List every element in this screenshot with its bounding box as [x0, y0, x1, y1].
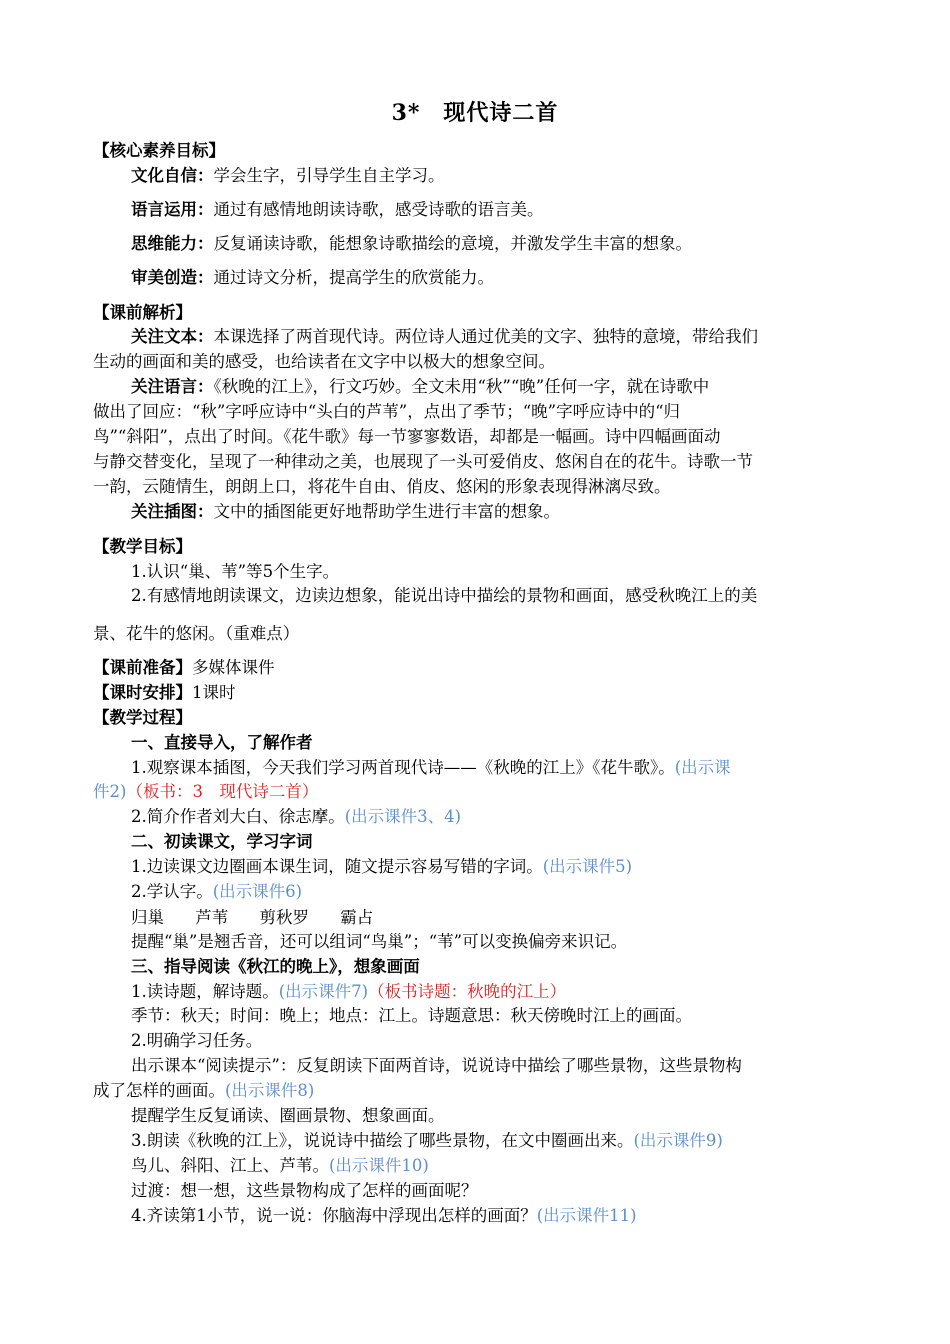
courseware-ref: (出示课件6) [212, 882, 303, 901]
paragraph-line [131, 1153, 429, 1178]
paragraph-line [131, 804, 461, 829]
schedule-text: 1课时 [192, 683, 236, 702]
prep-line [93, 655, 275, 680]
schedule-line [93, 680, 236, 705]
courseware-ref: 件2) [93, 782, 127, 801]
goal-text: 通过诗文分析，提高学生的欣赏能力。 [213, 268, 494, 287]
courseware-ref: (出示课件7) [278, 982, 369, 1001]
goal-item [131, 163, 445, 188]
paragraph-text: 1.边读课文边圈画本课生词，随文提示容易写错的字词。 [131, 857, 543, 876]
paragraph-line: 提醒学生反复诵读、圈画景物、想象画面。 [131, 1106, 445, 1125]
paragraph-line: 景、花牛的悠闲。（重难点） [93, 624, 300, 643]
paragraph-line: 2.有感情地朗读课文，边读边想象，能说出诗中描绘的景物和画面，感受秋晚江上的美 [131, 586, 758, 605]
courseware-ref: (出示课件5) [542, 857, 633, 876]
section-heading-process: 【教学过程】 [93, 708, 192, 727]
paragraph-line: 与静交替变化，呈现了一种律动之美，也展现了一头可爱俏皮、悠闲自在的花牛。诗歌一节 [93, 452, 753, 471]
section-heading-core-goals: 【核心素养目标】 [93, 141, 225, 160]
paragraph-line [93, 779, 318, 804]
paragraph-line [131, 755, 731, 780]
section-heading-pre-analysis: 【课前解析】 [93, 303, 192, 322]
section-heading-schedule: 【课时安排】 [93, 683, 192, 702]
section-heading-prep: 【课前准备】 [93, 658, 192, 677]
goal-label: 审美创造： [131, 268, 214, 287]
vocab-word: 归巢 [131, 908, 164, 927]
paragraph-label: 关注语言： [131, 377, 214, 396]
goal-item [131, 197, 544, 222]
paragraph-line: 做出了回应：“秋”字呼应诗中“头白的芦苇”，点出了季节；“晚”字呼应诗中的“归 [93, 402, 681, 421]
paragraph-line: 季节：秋天；时间：晚上；地点：江上。诗题意思：秋天傍晚时江上的画面。 [131, 1006, 692, 1025]
board-note: （板书：3 现代诗二首） [126, 782, 319, 801]
courseware-ref: (出示课件3、4) [344, 807, 462, 826]
courseware-ref: (出示课件9) [633, 1131, 723, 1150]
goal-label: 文化自信： [131, 166, 214, 185]
paragraph-text: 《秋晚的江上》，行文巧妙。全文未用“秋”“晚”任何一字，就在诗歌中 [213, 377, 710, 396]
paragraph-line: 一韵，云随情生，朗朗上口，将花牛自由、俏皮、悠闲的形象表现得淋漓尽致。 [93, 477, 671, 496]
paragraph-line: 出示课本“阅读提示”：反复朗读下面两首诗，说说诗中描绘了哪些景物，这些景物构 [131, 1056, 742, 1075]
paragraph-line [131, 1203, 637, 1228]
subheading: 一、直接导入，了解作者 [131, 733, 313, 752]
vocabulary-row [131, 905, 399, 930]
paragraph-line: 1.认识“巢、苇”等5个生字。 [131, 562, 340, 581]
paragraph-line [131, 879, 302, 904]
paragraph-text: 鸟儿、斜阳、江上、芦苇。 [131, 1156, 329, 1175]
goal-text: 学会生字，引导学生自主学习。 [213, 166, 445, 185]
paragraph-line [93, 1078, 314, 1103]
vocab-word: 霸占 [340, 908, 374, 927]
section-heading-teaching-goals: 【教学目标】 [93, 537, 192, 556]
paragraph-text: 2.简介作者刘大白、徐志摩。 [131, 807, 345, 826]
paragraph-line [131, 1128, 723, 1153]
paragraph-line: 鸟”“斜阳”，点出了时间。《花牛歌》每一节寥寥数语，却都是一幅画。诗中四幅画面动 [93, 427, 721, 446]
goal-item [131, 231, 692, 256]
paragraph-text: 文中的插图能更好地帮助学生进行丰富的想象。 [213, 502, 560, 521]
paragraph-line: 生动的画面和美的感受，也给读者在文字中以极大的想象空间。 [93, 352, 555, 371]
paragraph-text: 4.齐读第1小节，说一说：你脑海中浮现出怎样的画面？ [131, 1206, 537, 1225]
paragraph-line [131, 499, 560, 524]
paragraph-line: 过渡：想一想，这些景物构成了怎样的画面呢？ [131, 1181, 478, 1200]
vocab-word: 芦苇 [195, 908, 229, 927]
paragraph-label: 关注文本： [131, 327, 214, 346]
paragraph-text: 1.读诗题，解诗题。 [131, 982, 279, 1001]
goal-label: 语言运用： [131, 200, 214, 219]
paragraph-text: 1.观察课本插图，今天我们学习两首现代诗——《秋晚的江上》《花牛歌》。 [131, 758, 675, 777]
goal-label: 思维能力： [131, 234, 214, 253]
subheading: 三、指导阅读《秋江的晚上》，想象画面 [131, 957, 420, 976]
goal-text: 反复诵读诗歌，能想象诗歌描绘的意境，并激发学生丰富的想象。 [213, 234, 692, 253]
courseware-ref: (出示课件11) [536, 1206, 637, 1225]
courseware-ref: (出示课件10) [329, 1156, 429, 1175]
paragraph-line: 2.明确学习任务。 [131, 1031, 263, 1050]
paragraph-text: 3.朗读《秋晚的江上》，说说诗中描绘了哪些景物，在文中圈画出来。 [131, 1131, 634, 1150]
paragraph-line [131, 324, 758, 349]
paragraph-text: 2.学认字。 [131, 882, 213, 901]
page-title: 3* 现代诗二首 [391, 100, 559, 126]
vocab-word: 剪秋罗 [259, 908, 309, 927]
subheading: 二、初读课文，学习字词 [131, 832, 313, 851]
paragraph-line [131, 374, 709, 399]
paragraph-line [131, 854, 632, 879]
prep-text: 多媒体课件 [192, 658, 275, 677]
paragraph-line [131, 979, 566, 1004]
paragraph-label: 关注插图： [131, 502, 214, 521]
goal-text: 通过有感情地朗读诗歌，感受诗歌的语言美。 [213, 200, 544, 219]
courseware-ref: (出示课件8) [225, 1081, 315, 1100]
paragraph-line: 提醒“巢”是翘舌音，还可以组词“鸟巢”；“苇”可以变换偏旁来识记。 [131, 932, 628, 951]
goal-item [131, 265, 494, 290]
paragraph-text: 成了怎样的画面。 [93, 1081, 225, 1100]
paragraph-text: 本课选择了两首现代诗。两位诗人通过优美的文字、独特的意境，带给我们 [213, 327, 758, 346]
courseware-ref: (出示课 [674, 758, 731, 777]
board-note: （板书诗题：秋晚的江上） [368, 982, 567, 1001]
